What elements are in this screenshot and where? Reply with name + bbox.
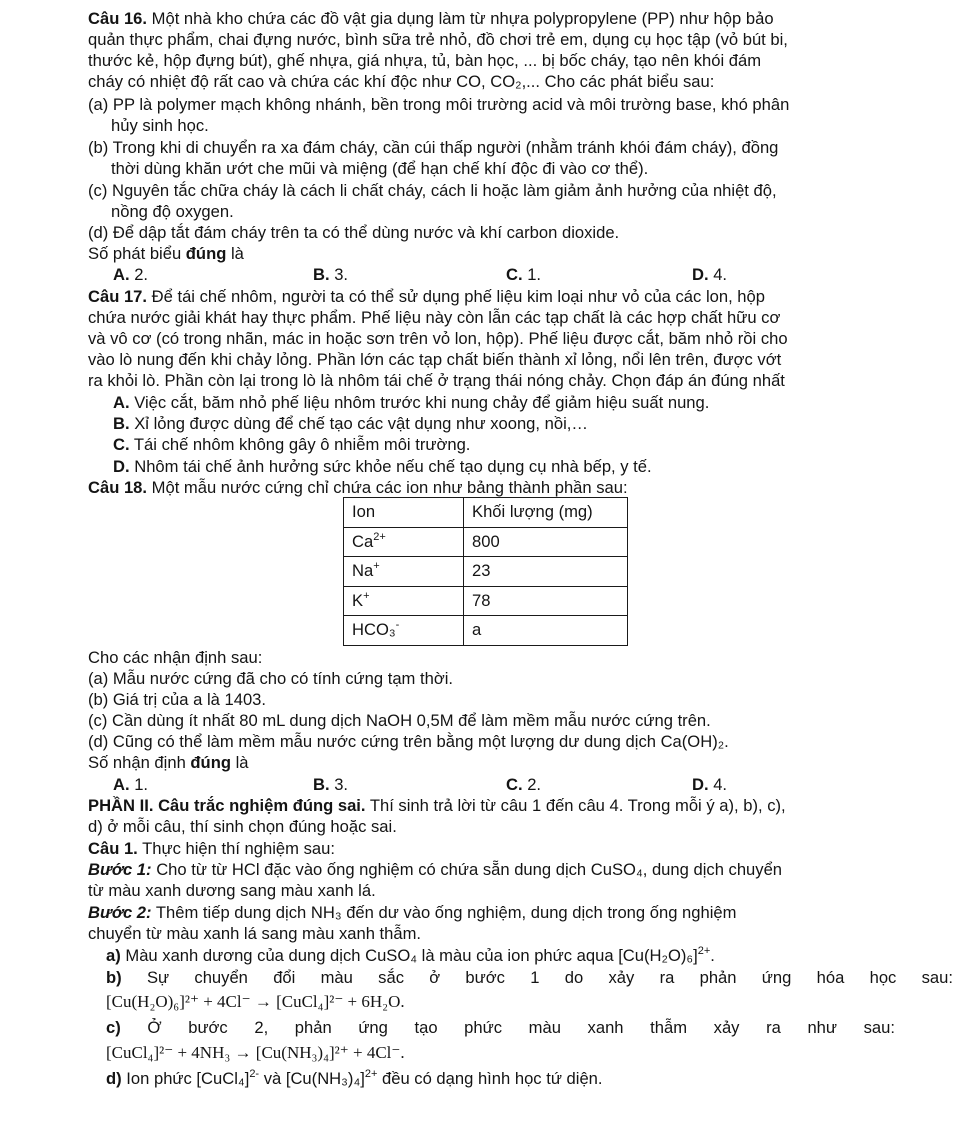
p2q1-step2: Bước 2: Thêm tiếp dung dịch NH₃ đến dư vào ống nghiệm, dung dịch trong ống nghiệm (88, 903, 737, 922)
ion-cell: $Ca^{2+}$ (344, 527, 464, 557)
p2q1-stem: Câu 1. Thực hiện thí nghiệm sau: (88, 839, 335, 858)
p2q1-statement-d: d) Ion phức [CuCl₄]$^{2-}$ và $[Cu(NH_3)_4]^{2+}$ đều có dạng hình học tứ diện. (106, 1068, 603, 1088)
ion-header: Ion (344, 498, 464, 528)
p2q1-label: Câu 1. (88, 839, 138, 858)
q18-option-c[interactable]: C. 2. (506, 775, 542, 794)
mass-cell: 23 (464, 557, 628, 587)
q16-statement-b: (b) Trong khi di chuyển ra xa đám cháy, cần cúi thấp người (nhằm tránh khói đám cháy), đồng (88, 138, 779, 157)
mass-cell: 78 (464, 586, 628, 616)
q18-statement-d: (d) Cũng có thể làm mềm mẫu nước cứng trên bằng một lượng dư dung dịch Ca(OH)₂. (88, 732, 729, 751)
mass-cell: a (464, 616, 628, 646)
q16-label: Câu 16. (88, 9, 148, 28)
q16-statement-d: (d) Để dập tắt đám cháy trên ta có thể dùng nước và khí carbon dioxide. (88, 223, 620, 242)
q16-statement-c: (c) Nguyên tắc chữa cháy là cách li chất cháy, cách li hoặc làm giảm ảnh hưởng của nhiệt độ, (88, 181, 777, 200)
table-row (344, 557, 628, 587)
q18-option-a[interactable]: A. 1. (113, 775, 149, 794)
q18-count: Số nhận định đúng là (88, 753, 249, 772)
q18-stem: Câu 18. Một mẫu nước cứng chỉ chứa các ion như bảng thành phần sau: (88, 478, 628, 497)
part2-title: PHẦN II. Câu trắc nghiệm đúng sai. (88, 796, 366, 815)
q17-option-c[interactable]: C. Tái chế nhôm không gây ô nhiễm môi trường. (113, 435, 471, 454)
q17-stem-line-4: vào lò nung đến khi chảy lỏng. Phần lớn các tạp chất biến thành xỉ lỏng, nổi lên trên, được vớt (88, 350, 782, 369)
q16-option-d[interactable]: D. 4. (692, 265, 728, 284)
q18-intro: Cho các nhận định sau: (88, 648, 263, 667)
q16-statement-c-cont: nồng độ oxygen. (111, 202, 234, 221)
q16-option-b[interactable]: B. 3. (313, 265, 349, 284)
q16-count: Số phát biểu đúng là (88, 244, 244, 263)
q17-stem-line-1: Câu 17. Để tái chế nhôm, người ta có thể sử dụng phế liệu kim loại như vỏ của các lon, hộp (88, 287, 765, 306)
q17-stem-line-5: ra khỏi lò. Phần còn lại trong lò là nhôm tái chế ở trạng thái nóng chảy. Chọn đáp án đúng nhất (88, 371, 785, 390)
q16-statement-b-cont: thời dùng khăn ướt che mũi và miệng (để hạn chế khí độc đi vào cơ thể). (111, 159, 649, 178)
q17-stem-line-3: và vô cơ (có trong nhãn, mác in hoặc sơn trên vỏ lon, hộp). Phế liệu được cắt, băm nhỏ rồi cho (88, 329, 788, 348)
p2q1-statement-a: a) Màu xanh dương của dung dịch CuSO₄ là màu của ion phức aqua $[Cu(H_2O)_6]^{2+}$. (106, 945, 715, 965)
table-row (344, 586, 628, 616)
q17-option-d[interactable]: D. Nhôm tái chế ảnh hưởng sức khỏe nếu chế tạo dụng cụ nhà bếp, y tế. (113, 457, 652, 476)
q16-option-a[interactable]: A. 2. (113, 265, 149, 284)
q17-option-b[interactable]: B. Xỉ lỏng được dùng để chế tạo các vật dụng như xoong, nồi,… (113, 414, 588, 433)
q18-statement-b: (b) Giá trị của a là 1403. (88, 690, 267, 709)
p2q1-equation-b: [Cu(H₂O)₆]²⁺ + 4Cl⁻ → [CuCl₄]²⁻ + 6H₂O. (106, 992, 405, 1011)
part2-heading-cont: d) ở mỗi câu, thí sinh chọn đúng hoặc sai. (88, 817, 397, 836)
ion-table (343, 497, 628, 646)
q16-stem-line-1: Câu 16. Một nhà kho chứa các đồ vật gia dụng làm từ nhựa polypropylene (PP) như hộp bảo (88, 9, 774, 28)
p2q1-step2-cont: chuyển từ màu xanh lá sang màu xanh thẫm. (88, 924, 422, 943)
q17-option-a[interactable]: A. Việc cắt, băm nhỏ phế liệu nhôm trước khi nung chảy để giảm hiệu suất nung. (113, 393, 710, 412)
q18-statement-c: (c) Cần dùng ít nhất 80 mL dung dịch NaOH 0,5M để làm mềm mẫu nước cứng trên. (88, 711, 711, 730)
q16-stem-line-2: quản thực phẩm, chai đựng nước, bình sữa trẻ nhỏ, đồ chơi trẻ em, dụng cụ học tập (vỏ bút bi, (88, 30, 788, 49)
q16-stem-line-4: cháy có nhiệt độ rất cao và chứa các khí độc như CO, CO₂,... Cho các phát biểu sau: (88, 72, 715, 91)
q17-stem-line-2: chứa nước giải khát hay thực phẩm. Phế liệu này còn lẫn các tạp chất là các hợp chất hữu cơ (88, 308, 781, 327)
q18-option-d[interactable]: D. 4. (692, 775, 728, 794)
ion-cell: HCO₃- (344, 616, 464, 646)
p2q1-step1-cont: từ màu xanh dương sang màu xanh lá. (88, 881, 376, 900)
p2q1-statement-c: c) Ở bước 2, phản ứng tạo phức màu xanh thẫm xảy ra như sau: (106, 1018, 895, 1037)
part2-heading: PHẦN II. Câu trắc nghiệm đúng sai. Thí sinh trả lời từ câu 1 đến câu 4. Trong mỗi ý a), b), c), (88, 796, 786, 815)
ion-cell: Na+ (344, 557, 464, 587)
ion-table-header (344, 498, 628, 528)
q18-label: Câu 18. (88, 478, 148, 497)
p2q1-equation-c: [CuCl₄]²⁻ + 4NH₃ → [Cu(NH₃)₄]²⁺ + 4Cl⁻. (106, 1043, 405, 1062)
ion-cell: K+ (344, 586, 464, 616)
q16-option-c[interactable]: C. 1. (506, 265, 542, 284)
q16-stem-line-3: thước kẻ, hộp đựng bút), ghế nhựa, giá nhựa, tủ, bàn học, ... bị bốc cháy, tạo nên khói đám (88, 51, 762, 70)
p2q1-step1: Bước 1: Cho từ từ HCl đặc vào ống nghiệm có chứa sẵn dung dịch CuSO₄, dung dịch chuyển (88, 860, 783, 879)
mass-cell: 800 (464, 527, 628, 557)
q18-statement-a: (a) Mẫu nước cứng đã cho có tính cứng tạm thời. (88, 669, 453, 688)
p2q1-statement-b: b) Sự chuyển đổi màu sắc ở bước 1 do xảy ra phản ứng hóa học sau: (106, 968, 953, 987)
q17-label: Câu 17. (88, 287, 148, 306)
mass-header: Khối lượng (mg) (464, 498, 628, 528)
table-row (344, 616, 628, 646)
q18-option-b[interactable]: B. 3. (313, 775, 349, 794)
q16-statement-a: (a) PP là polymer mạch không nhánh, bền trong môi trường acid và môi trường base, khó phân (88, 95, 790, 114)
table-row (344, 527, 628, 557)
q16-statement-a-cont: hủy sinh học. (111, 116, 209, 135)
